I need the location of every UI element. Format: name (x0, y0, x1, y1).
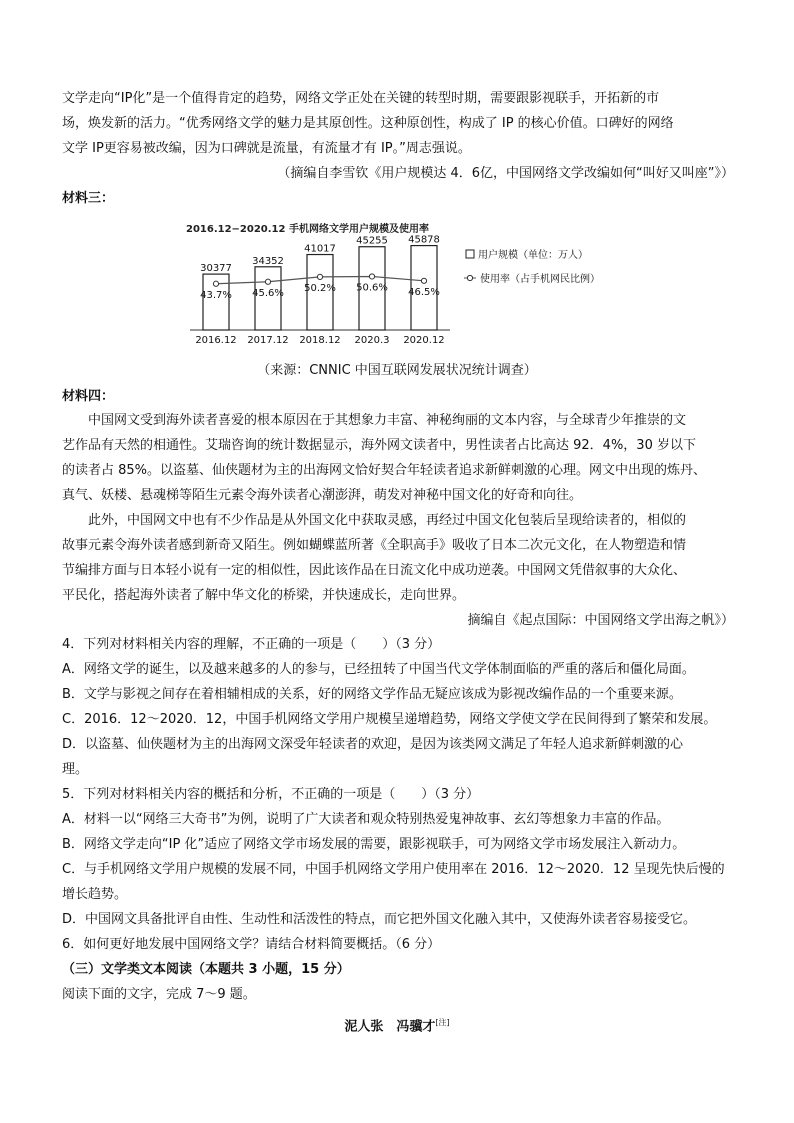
q4-option-d-line1: D．以盗墓、仙侠题材为主的出海网文深受年轻读者的欢迎，是因为该类网文满足了年轻人追求新鲜刺激的心 (62, 737, 684, 752)
user-scale-chart (184, 218, 610, 348)
q6-stem: 6．如何更好地发展中国网络文学？请结合材料简要概括。（6 分） (62, 937, 441, 952)
q4-option-a: A．网络文学的诞生，以及越来越多的人的参与，已经扭转了中国当代文学体制面临的严重的落后和僵化局面。 (62, 662, 695, 677)
rate-label-2020.3: 50.6% (356, 282, 388, 294)
legend-rate-swatch (467, 275, 472, 280)
section3-intro: 阅读下面的文字，完成 7～9 题。 (62, 987, 256, 1002)
rate-point-2020.12 (421, 278, 426, 283)
q4-option-c: C．2016．12～2020．12，中国手机网络文学用户规模呈递增趋势，网络文学使文学在民间得到了繁荣和发展。 (62, 712, 717, 727)
legend-bar-swatch (466, 250, 474, 258)
x-tick-label-2017.12: 2017.12 (247, 335, 289, 346)
x-tick-label-2020.12: 2020.12 (403, 335, 445, 346)
para1-source: （摘编自李雪钦《用户规模达 4．6亿，中国网络文学改编如何“叫好又叫座”》） (277, 166, 734, 181)
x-tick-label-2016.12: 2016.12 (195, 335, 237, 346)
material4-p2-line3: 节编排方面与日本轻小说有一定的相似性，因此该作品在日流文化中成功逆袭。中国网文凭借叙事的大众化、 (62, 563, 687, 578)
rate-point-2017.12 (265, 279, 270, 284)
story-title-text: 泥人张 冯骥才 (344, 1019, 436, 1035)
rate-label-2018.12: 50.2% (304, 282, 336, 294)
q5-option-c-line2: 增长趋势。 (62, 887, 128, 902)
chart-title: 2016.12−2020.12 手机网络文学用户规模及使用率 (186, 224, 429, 235)
material4-p2-line2: 故事元素令海外读者感到新奇又陌生。例如蝴蝶蓝所著《全职高手》吸收了日本二次元文化，在人物塑造和情 (62, 538, 687, 553)
material4-heading: 材料四： (62, 389, 115, 404)
para1-line2: 场，焕发新的活力。“优秀网络文学的魅力是其原创性。这种原创性，构成了 IP 的核心价值。口碑好的网络 (62, 116, 674, 131)
rate-label-2017.12: 45.6% (252, 287, 284, 299)
q5-option-a: A．材料一以“网络三大奇书”为例，说明了广大读者和观众特别热爱鬼神故事、玄幻等想象力丰富的作品。 (62, 812, 670, 827)
legend-bar-label: 用户规模（单位：万人） (478, 250, 588, 261)
para1-line1: 文学走向“IP化”是一个值得肯定的趋势，网络文学正处在关键的转型时期，需要跟影视联手，开拓新的市 (62, 91, 660, 106)
material4-p2-line4: 平民化，搭起海外读者了解中华文化的桥梁，并快速成长，走向世界。 (62, 588, 466, 603)
material3-heading: 材料三： (62, 191, 115, 206)
rate-label-2016.12: 43.7% (200, 289, 232, 301)
q5-stem: 5．下列对材料相关内容的概括和分析，不正确的一项是（ ）（3 分） (62, 787, 480, 802)
material3-source: （来源：CNNIC 中国互联网发展状况统计调查） (257, 363, 537, 378)
bar-value-label-2020.3: 45255 (356, 235, 388, 247)
legend-rate-label: 使用率（占手机网民比例） (480, 274, 600, 285)
material4-p2-line1: 此外，中国网文中也有不少作品是从外国文化中获取灵感，再经过中国文化包装后呈现给读者的，相似的 (88, 513, 687, 528)
q5-option-c-line1: C．与手机网络文学用户规模的发展不同，中国手机网络文学用户使用率在 2016．12～2020．12 呈现先快后慢的 (62, 862, 725, 877)
para1-line3: 文学 IP更容易被改编，因为口碑就是流量，有流量才有 IP。”周志强说。 (62, 141, 471, 156)
material4-p1-line1: 中国网文受到海外读者喜爱的根本原因在于其想象力丰富、神秘绚丽的文本内容，与全球青少年推崇的文 (88, 413, 687, 428)
rate-point-2016.12 (213, 281, 218, 286)
material4-p1-line3: 的读者占 85%。以盗墓、仙侠题材为主的出海网文恰好契合年轻读者追求新鲜刺激的心理。网文中出现的炼丹、 (62, 463, 707, 478)
story-title (0, 1014, 794, 1036)
q5-option-b: B．网络文学走向“IP 化”适应了网络文学市场发展的需要，跟影视联手，可为网络文学市场发展注入新动力。 (62, 837, 686, 852)
bar-value-label-2016.12: 30377 (200, 263, 232, 275)
rate-point-2020.3 (369, 274, 374, 279)
bar-value-label-2018.12: 41017 (304, 243, 336, 255)
section3-heading: （三）文学类文本阅读（本题共 3 小题，15 分） (62, 962, 350, 977)
q4-option-d-line2: 理。 (62, 762, 89, 777)
q5-option-d: D．中国网文具备批评自由性、生动性和活泼性的特点，而它把外国文化融入其中，又使海外读者容易接受它。 (62, 912, 697, 927)
rate-label-2020.12: 46.5% (408, 286, 440, 298)
bar-value-label-2020.12: 45878 (408, 234, 440, 246)
material4-source: 摘编自《起点国际：中国网络文学出海之帆》） (467, 613, 734, 628)
q4-option-b: B．文学与影视之间存在着相辅相成的关系，好的网络文学作品无疑应该成为影视改编作品的一个重要来源。 (62, 687, 682, 702)
rate-point-2018.12 (317, 274, 322, 279)
q4-stem: 4．下列对材料相关内容的理解，不正确的一项是（ ）（3 分） (62, 637, 441, 652)
bar-value-label-2017.12: 34352 (252, 255, 284, 267)
x-tick-label-2020.3: 2020.3 (354, 335, 390, 346)
chart-svg (184, 218, 610, 348)
x-tick-label-2018.12: 2018.12 (299, 335, 341, 346)
story-title-note: [注] (435, 1018, 450, 1027)
material4-p1-line2: 艺作品有天然的相通性。艾瑞咨询的统计数据显示，海外网文读者中，男性读者占比高达 92．4%，30 岁以下 (62, 438, 696, 453)
material4-p1-line4: 真气、妖楼、悬魂梯等陌生元素令海外读者心潮澎湃，萌发对神秘中国文化的好奇和向往。 (62, 488, 583, 503)
